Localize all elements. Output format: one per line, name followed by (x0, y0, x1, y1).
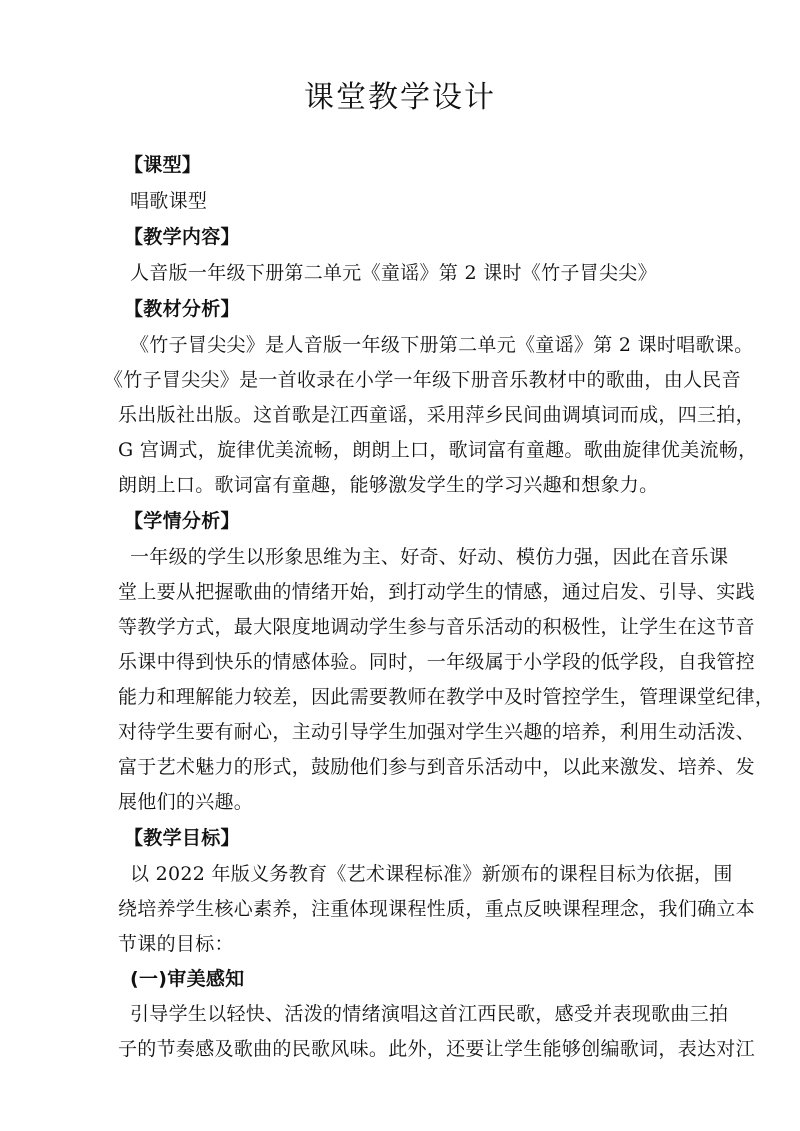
subsection-heading-aesthetic-perception: (一)审美感知 (130, 968, 245, 990)
material-analysis-line: 《竹子冒尖尖》是一首收录在小学一年级下册音乐教材中的歌曲，由人民音 (104, 369, 741, 391)
material-analysis-line: G 宫调式，旋律优美流畅，朗朗上口，歌词富有童趣。歌曲旋律优美流畅， (118, 439, 758, 461)
student-analysis-line: 等教学方式，最大限度地调动学生参与音乐活动的积极性，让学生在这节音 (118, 616, 755, 638)
teaching-goals-line: 绕培养学生核心素养，注重体现课程性质，重点反映课程理念，我们确立本 (118, 898, 755, 920)
student-analysis-line: 展他们的兴趣。 (118, 791, 254, 813)
student-analysis-line: 富于艺术魅力的形式，鼓励他们参与到音乐活动中，以此来激发、培养、发 (118, 756, 755, 778)
lesson-type-text: 唱歌课型 (130, 190, 208, 212)
teaching-goals-line: 以 2022 年版义务教育《艺术课程标准》新颁布的课程目标为依据，围 (130, 863, 733, 885)
aesthetic-perception-line: 子的节奏感及歌曲的民歌风味。此外，还要让学生能够创编歌词，表达对江 (118, 1038, 755, 1060)
student-analysis-line: 乐课中得到快乐的情感体验。同时，一年级属于小学段的低学段，自我管控 (118, 651, 755, 673)
aesthetic-perception-line: 引导学生以轻快、活泼的情绪演唱这首江西民歌，感受并表现歌曲三拍 (130, 1003, 729, 1025)
student-analysis-line: 堂上要从把握歌曲的情绪开始，到打动学生的情感，通过启发、引导、实践 (118, 581, 755, 603)
student-analysis-line: 能力和理解能力较差，因此需要教师在教学中及时管控学生，管理课堂纪律， (118, 686, 775, 708)
student-analysis-line: 对待学生要有耐心，主动引导学生加强对学生兴趣的培养，利用生动活泼、 (118, 721, 755, 743)
teaching-goals-line: 节课的目标： (118, 933, 234, 955)
material-analysis-line: 朗朗上口。歌词富有童趣，能够激发学生的学习兴趣和想象力。 (118, 474, 659, 496)
material-analysis-line: 《竹子冒尖尖》是人音版一年级下册第二单元《童谣》第 2 课时唱歌课。 (130, 334, 754, 356)
section-heading-material-analysis: 【教材分析】 (124, 298, 240, 320)
section-heading-teaching-goals: 【教学目标】 (124, 827, 240, 849)
page-title: 课堂教学设计 (304, 80, 496, 115)
section-heading-teaching-content: 【教学内容】 (124, 226, 240, 248)
material-analysis-line: 乐出版社出版。这首歌是江西童谣，采用萍乡民间曲调填词而成，四三拍， (118, 404, 755, 426)
section-heading-lesson-type: 【课型】 (124, 154, 202, 176)
teaching-content-text: 人音版一年级下册第二单元《童谣》第 2 课时《竹子冒尖尖》 (130, 262, 657, 284)
section-heading-student-analysis: 【学情分析】 (124, 510, 240, 532)
student-analysis-line: 一年级的学生以形象思维为主、好奇、好动、模仿力强，因此在音乐课 (130, 546, 729, 568)
